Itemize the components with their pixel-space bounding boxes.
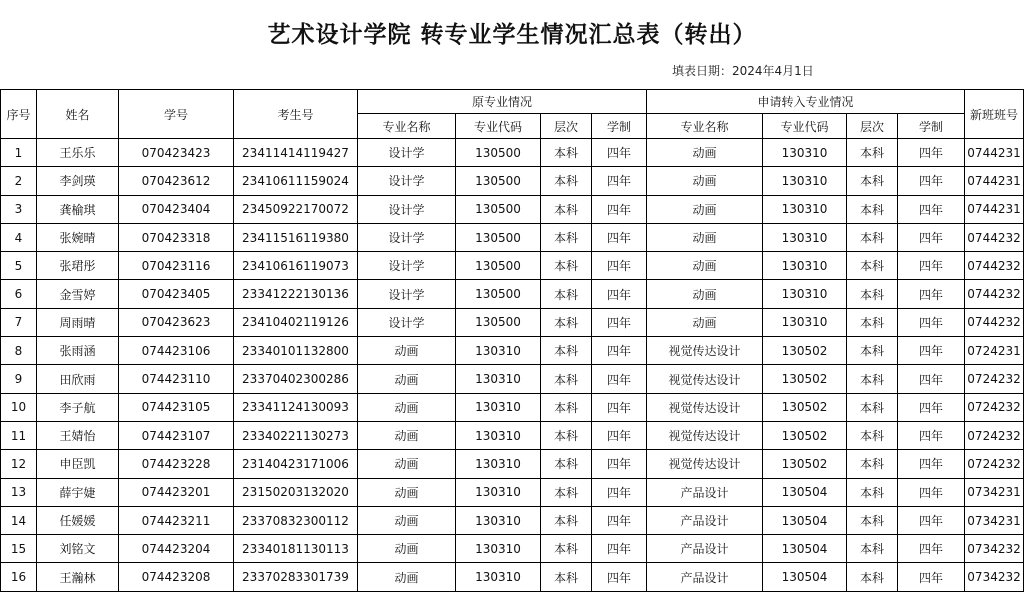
table-row: [1, 393, 1024, 421]
cell-apply-level: 本科: [847, 365, 898, 393]
cell-name: 任媛媛: [37, 506, 119, 534]
table-row: [1, 450, 1024, 478]
cell-original-duration: 四年: [592, 421, 647, 449]
cell-name: 刘铭文: [37, 535, 119, 563]
header-original-major-name: 专业名称: [358, 114, 456, 139]
cell-original-major: 设计学: [358, 195, 456, 223]
cell-name: 王瀚林: [37, 563, 119, 591]
cell-original-level: 本科: [541, 535, 592, 563]
cell-apply-duration: 四年: [898, 506, 965, 534]
cell-seq: 16: [1, 563, 37, 591]
cell-apply-level: 本科: [847, 139, 898, 167]
transfer-table: [0, 89, 1024, 592]
cell-apply-level: 本科: [847, 450, 898, 478]
cell-student-id: 074423105: [119, 393, 234, 421]
cell-apply-major: 产品设计: [647, 478, 763, 506]
cell-original-code: 130310: [456, 337, 541, 365]
cell-student-id: 070423318: [119, 223, 234, 251]
cell-exam-id: 23150203132020: [234, 478, 358, 506]
cell-apply-level: 本科: [847, 167, 898, 195]
table-row: [1, 563, 1024, 591]
header-exam-id: 考生号: [234, 90, 358, 139]
cell-new-class: 0734231: [965, 506, 1024, 534]
cell-seq: 14: [1, 506, 37, 534]
cell-name: 张珺彤: [37, 252, 119, 280]
table-row: [1, 421, 1024, 449]
cell-new-class: 0744232: [965, 280, 1024, 308]
cell-apply-duration: 四年: [898, 421, 965, 449]
cell-apply-major: 视觉传达设计: [647, 421, 763, 449]
cell-new-class: 0744231: [965, 167, 1024, 195]
cell-student-id: 074423228: [119, 450, 234, 478]
table-row: [1, 337, 1024, 365]
cell-name: 王婧怡: [37, 421, 119, 449]
cell-apply-level: 本科: [847, 280, 898, 308]
cell-apply-duration: 四年: [898, 535, 965, 563]
cell-apply-level: 本科: [847, 535, 898, 563]
cell-apply-code: 130504: [763, 535, 847, 563]
cell-exam-id: 23341124130093: [234, 393, 358, 421]
cell-apply-level: 本科: [847, 195, 898, 223]
header-original-major-code: 专业代码: [456, 114, 541, 139]
table-body: [1, 139, 1024, 592]
cell-new-class: 0744231: [965, 139, 1024, 167]
cell-apply-code: 130504: [763, 478, 847, 506]
cell-original-code: 130310: [456, 393, 541, 421]
cell-apply-duration: 四年: [898, 478, 965, 506]
cell-new-class: 0724231: [965, 337, 1024, 365]
cell-original-level: 本科: [541, 421, 592, 449]
cell-original-level: 本科: [541, 280, 592, 308]
cell-original-level: 本科: [541, 337, 592, 365]
cell-name: 金雪婷: [37, 280, 119, 308]
cell-original-duration: 四年: [592, 478, 647, 506]
cell-apply-duration: 四年: [898, 563, 965, 591]
cell-new-class: 0724232: [965, 393, 1024, 421]
cell-exam-id: 23341222130136: [234, 280, 358, 308]
cell-original-code: 130500: [456, 167, 541, 195]
cell-apply-level: 本科: [847, 337, 898, 365]
cell-apply-code: 130502: [763, 393, 847, 421]
header-apply-major-code: 专业代码: [763, 114, 847, 139]
cell-original-duration: 四年: [592, 139, 647, 167]
cell-original-code: 130500: [456, 308, 541, 336]
cell-apply-level: 本科: [847, 478, 898, 506]
cell-student-id: 074423201: [119, 478, 234, 506]
header-original-major-group: 原专业情况: [358, 90, 647, 114]
cell-exam-id: 23370402300286: [234, 365, 358, 393]
cell-original-code: 130500: [456, 223, 541, 251]
cell-original-duration: 四年: [592, 535, 647, 563]
cell-apply-major: 动画: [647, 308, 763, 336]
cell-student-id: 074423107: [119, 421, 234, 449]
cell-new-class: 0744232: [965, 308, 1024, 336]
cell-seq: 10: [1, 393, 37, 421]
cell-original-code: 130500: [456, 252, 541, 280]
cell-original-level: 本科: [541, 478, 592, 506]
table-row: [1, 139, 1024, 167]
cell-apply-level: 本科: [847, 506, 898, 534]
cell-apply-duration: 四年: [898, 337, 965, 365]
cell-student-id: 074423106: [119, 337, 234, 365]
cell-original-major: 动画: [358, 478, 456, 506]
cell-original-level: 本科: [541, 167, 592, 195]
header-apply-major-group: 申请转入专业情况: [647, 90, 965, 114]
cell-original-major: 设计学: [358, 223, 456, 251]
cell-original-code: 130500: [456, 139, 541, 167]
header-name: 姓名: [37, 90, 119, 139]
cell-apply-code: 130310: [763, 167, 847, 195]
cell-original-duration: 四年: [592, 252, 647, 280]
cell-original-major: 设计学: [358, 167, 456, 195]
table-row: [1, 506, 1024, 534]
cell-original-major: 设计学: [358, 280, 456, 308]
cell-student-id: 070423612: [119, 167, 234, 195]
cell-original-level: 本科: [541, 252, 592, 280]
cell-apply-major: 动画: [647, 280, 763, 308]
cell-seq: 1: [1, 139, 37, 167]
cell-apply-code: 130502: [763, 337, 847, 365]
cell-student-id: 074423110: [119, 365, 234, 393]
cell-apply-level: 本科: [847, 252, 898, 280]
cell-student-id: 070423404: [119, 195, 234, 223]
cell-original-duration: 四年: [592, 223, 647, 251]
cell-name: 周雨晴: [37, 308, 119, 336]
cell-apply-code: 130502: [763, 450, 847, 478]
cell-original-level: 本科: [541, 506, 592, 534]
cell-original-code: 130310: [456, 421, 541, 449]
cell-apply-duration: 四年: [898, 139, 965, 167]
header-seq: 序号: [1, 90, 37, 139]
header-apply-level: 层次: [847, 114, 898, 139]
cell-name: 龚榆琪: [37, 195, 119, 223]
cell-original-major: 动画: [358, 421, 456, 449]
cell-seq: 6: [1, 280, 37, 308]
cell-seq: 3: [1, 195, 37, 223]
cell-apply-code: 130310: [763, 139, 847, 167]
table-row: [1, 223, 1024, 251]
cell-apply-major: 视觉传达设计: [647, 365, 763, 393]
cell-original-level: 本科: [541, 308, 592, 336]
cell-original-code: 130310: [456, 450, 541, 478]
cell-seq: 7: [1, 308, 37, 336]
table-row: [1, 167, 1024, 195]
cell-original-duration: 四年: [592, 365, 647, 393]
table-row: [1, 195, 1024, 223]
table-row: [1, 535, 1024, 563]
cell-seq: 5: [1, 252, 37, 280]
cell-original-level: 本科: [541, 365, 592, 393]
cell-apply-duration: 四年: [898, 308, 965, 336]
cell-new-class: 0724232: [965, 450, 1024, 478]
cell-new-class: 0724232: [965, 421, 1024, 449]
cell-apply-code: 130504: [763, 563, 847, 591]
cell-original-code: 130310: [456, 365, 541, 393]
cell-apply-duration: 四年: [898, 450, 965, 478]
header-student-id: 学号: [119, 90, 234, 139]
cell-seq: 2: [1, 167, 37, 195]
page-title: 艺术设计学院 转专业学生情况汇总表（转出）: [267, 22, 757, 48]
cell-exam-id: 23370283301739: [234, 563, 358, 591]
cell-name: 李剑瑛: [37, 167, 119, 195]
cell-apply-level: 本科: [847, 563, 898, 591]
cell-seq: 15: [1, 535, 37, 563]
cell-original-level: 本科: [541, 139, 592, 167]
cell-original-level: 本科: [541, 563, 592, 591]
table-row: [1, 365, 1024, 393]
cell-exam-id: 23340181130113: [234, 535, 358, 563]
cell-name: 李子航: [37, 393, 119, 421]
cell-apply-duration: 四年: [898, 365, 965, 393]
cell-seq: 13: [1, 478, 37, 506]
cell-apply-code: 130310: [763, 252, 847, 280]
cell-original-level: 本科: [541, 393, 592, 421]
cell-exam-id: 23410402119126: [234, 308, 358, 336]
cell-exam-id: 23140423171006: [234, 450, 358, 478]
cell-seq: 11: [1, 421, 37, 449]
cell-name: 田欣雨: [37, 365, 119, 393]
header-apply-major-name: 专业名称: [647, 114, 763, 139]
cell-new-class: 0744232: [965, 223, 1024, 251]
cell-student-id: 074423204: [119, 535, 234, 563]
cell-apply-duration: 四年: [898, 223, 965, 251]
cell-apply-code: 130502: [763, 421, 847, 449]
cell-apply-level: 本科: [847, 223, 898, 251]
cell-original-code: 130310: [456, 535, 541, 563]
cell-original-major: 设计学: [358, 252, 456, 280]
cell-seq: 9: [1, 365, 37, 393]
header-original-duration: 学制: [592, 114, 647, 139]
cell-apply-major: 视觉传达设计: [647, 337, 763, 365]
cell-apply-major: 动画: [647, 167, 763, 195]
cell-original-duration: 四年: [592, 506, 647, 534]
table-row: [1, 308, 1024, 336]
cell-apply-code: 130310: [763, 308, 847, 336]
header-new-class: 新班班号: [965, 90, 1024, 139]
cell-exam-id: 23411414119427: [234, 139, 358, 167]
cell-seq: 12: [1, 450, 37, 478]
cell-new-class: 0744232: [965, 252, 1024, 280]
cell-apply-major: 产品设计: [647, 535, 763, 563]
cell-original-level: 本科: [541, 195, 592, 223]
cell-original-duration: 四年: [592, 563, 647, 591]
cell-apply-duration: 四年: [898, 252, 965, 280]
table-row: [1, 252, 1024, 280]
cell-original-major: 动画: [358, 450, 456, 478]
cell-original-code: 130500: [456, 280, 541, 308]
cell-apply-level: 本科: [847, 308, 898, 336]
cell-seq: 4: [1, 223, 37, 251]
cell-original-code: 130310: [456, 563, 541, 591]
cell-exam-id: 23410616119073: [234, 252, 358, 280]
header-apply-duration: 学制: [898, 114, 965, 139]
cell-apply-major: 产品设计: [647, 506, 763, 534]
cell-original-code: 130310: [456, 478, 541, 506]
cell-original-duration: 四年: [592, 450, 647, 478]
cell-name: 申臣凯: [37, 450, 119, 478]
cell-apply-major: 动画: [647, 223, 763, 251]
cell-apply-code: 130502: [763, 365, 847, 393]
cell-student-id: 070423116: [119, 252, 234, 280]
cell-original-major: 动画: [358, 535, 456, 563]
cell-original-major: 动画: [358, 365, 456, 393]
cell-apply-code: 130504: [763, 506, 847, 534]
cell-exam-id: 23340221130273: [234, 421, 358, 449]
cell-new-class: 0734232: [965, 563, 1024, 591]
cell-name: 王乐乐: [37, 139, 119, 167]
cell-exam-id: 23450922170072: [234, 195, 358, 223]
cell-original-major: 动画: [358, 337, 456, 365]
cell-apply-major: 产品设计: [647, 563, 763, 591]
cell-original-duration: 四年: [592, 393, 647, 421]
cell-original-duration: 四年: [592, 280, 647, 308]
table-row: [1, 280, 1024, 308]
cell-exam-id: 23411516119380: [234, 223, 358, 251]
cell-exam-id: 23370832300112: [234, 506, 358, 534]
cell-apply-duration: 四年: [898, 393, 965, 421]
cell-original-code: 130500: [456, 195, 541, 223]
cell-apply-major: 动画: [647, 252, 763, 280]
cell-apply-code: 130310: [763, 195, 847, 223]
fill-date: 填表日期：2024年4月1日: [672, 64, 814, 78]
cell-apply-major: 动画: [647, 139, 763, 167]
cell-original-duration: 四年: [592, 337, 647, 365]
cell-name: 薛宇婕: [37, 478, 119, 506]
cell-original-major: 动画: [358, 506, 456, 534]
cell-student-id: 074423211: [119, 506, 234, 534]
cell-original-duration: 四年: [592, 308, 647, 336]
cell-apply-duration: 四年: [898, 280, 965, 308]
header-original-level: 层次: [541, 114, 592, 139]
cell-apply-major: 视觉传达设计: [647, 393, 763, 421]
cell-apply-major: 动画: [647, 195, 763, 223]
table-row: [1, 478, 1024, 506]
cell-student-id: 074423208: [119, 563, 234, 591]
cell-original-major: 动画: [358, 563, 456, 591]
cell-student-id: 070423423: [119, 139, 234, 167]
cell-name: 张雨涵: [37, 337, 119, 365]
cell-original-duration: 四年: [592, 167, 647, 195]
cell-original-level: 本科: [541, 223, 592, 251]
cell-student-id: 070423405: [119, 280, 234, 308]
cell-new-class: 0724232: [965, 365, 1024, 393]
cell-new-class: 0744231: [965, 195, 1024, 223]
cell-original-major: 设计学: [358, 308, 456, 336]
cell-seq: 8: [1, 337, 37, 365]
cell-apply-code: 130310: [763, 280, 847, 308]
cell-student-id: 070423623: [119, 308, 234, 336]
cell-original-code: 130310: [456, 506, 541, 534]
cell-original-level: 本科: [541, 450, 592, 478]
cell-apply-major: 视觉传达设计: [647, 450, 763, 478]
cell-new-class: 0734232: [965, 535, 1024, 563]
cell-apply-duration: 四年: [898, 195, 965, 223]
cell-apply-duration: 四年: [898, 167, 965, 195]
cell-original-major: 设计学: [358, 139, 456, 167]
cell-name: 张婉晴: [37, 223, 119, 251]
cell-apply-code: 130310: [763, 223, 847, 251]
cell-original-duration: 四年: [592, 195, 647, 223]
cell-original-major: 动画: [358, 393, 456, 421]
cell-new-class: 0734231: [965, 478, 1024, 506]
cell-apply-level: 本科: [847, 421, 898, 449]
cell-exam-id: 23410611159024: [234, 167, 358, 195]
cell-apply-level: 本科: [847, 393, 898, 421]
cell-exam-id: 23340101132800: [234, 337, 358, 365]
